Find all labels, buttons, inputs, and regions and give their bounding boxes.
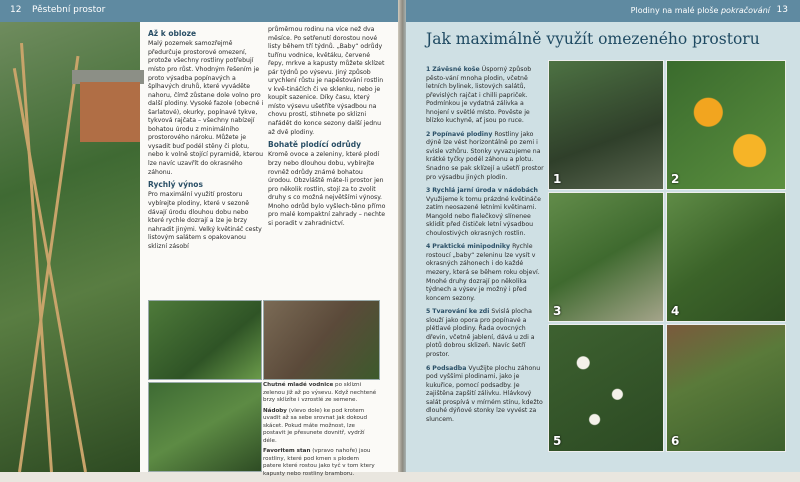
left-page xyxy=(0,0,400,478)
right-section-title: Plodiny na malé ploše pokračování xyxy=(630,6,770,15)
caption: Nádoby (vlevo dole) ke pod krotem uvadit až sa sebe srovnat jak dokoud skácet. Pokud máte možnost, lze postavit je přesunete dovnitř, vydrží déle. xyxy=(263,407,368,444)
garden-shed xyxy=(80,82,140,142)
subheading: Bohatě plodící odrůdy xyxy=(268,140,362,150)
photo-number: 2 xyxy=(671,172,680,186)
tip-item: 5 Tvarování ke zdi Svislá plocha slouží jako opora pro popínavé a plétlavé plodiny. Řada ovocných dřevin, včetně jablení, dává u zdi a plotů dobrou sklizeň. Navíc šetří prostor. xyxy=(426,308,535,358)
subheading: Až k obloze xyxy=(148,29,197,38)
photo-number: 3 xyxy=(553,304,562,318)
photo-number: 6 xyxy=(671,434,680,448)
left-text-column-2 xyxy=(268,26,386,231)
paragraph: Kromě ovoce a zeleniny, které plodí brzy nebo dlouhou dobu, vybírejte rovněž odrůdy známé bohatou úrodou. Obzvláště máte-li prostor jen pro několik rostlin, stojí za to zvolit druhy s co možná největšími výnosy. Mnoho odrůd bylo vyšlech-těno přímo pro malé kompaktní zahrady – nechte si poradit v zahradnictví. xyxy=(268,151,386,227)
harvest-turnip-photo xyxy=(263,300,380,380)
bamboo-pole xyxy=(13,68,87,472)
caption-bold: Chutné mladé vodnice xyxy=(263,382,334,388)
container-planting-photo xyxy=(148,300,262,380)
photo-number: 4 xyxy=(671,304,680,318)
photo-captions xyxy=(263,382,378,482)
page-title: Jak maximálně využít omezeného prostoru xyxy=(426,30,760,48)
paragraph: Pro maximální využití prostoru vybírejte plodiny, které v sezoně dávají úrodu dlouhou dobu nebo které rychle dozrají a lze je brzy nahradit jinými. Velký květináč cesty listovým salátem s opakovanou sklizní zásobí xyxy=(148,191,262,250)
tip-item: 4 Praktické minipodniky Rychle rostoucí „baby“ zeleninu lze vysít v okrasných záhonech i do každé mezery, která se během roku objeví. Mnohé druhy dozrají po několika týdnech a výsev je možný i před koncem sezony. xyxy=(426,243,540,302)
spring-container-photo xyxy=(548,192,664,322)
paragraph: průměrnou rodinu na více než dva měsíce. Po setřenutí dorostou nové listy během tří týdnů. „Baby“ odrůdy tuřínu vodnice, květáku, červené řepy, mrkve a kapusty můžete sklízet pár týdnů po výsevu. Jiný způsob urychlení růstu je napěstování rostlin v kvě-tináčích či ve sklenku, nebo je koupit sazenice. Díky času, který místo výsevu ušetříte výsadbou na chovu prostí, stihnete po sklizni nafádět do konce sezony další jednu až dvě plodiny. xyxy=(268,26,385,136)
paragraph: Malý pozemek samozřejmě předurčuje prostorové omezení, protože všechny rostliny potřebují místo pro růst. Vhodným řešením je proto výsadba popínavých a šplhavých druhů, které vyváděte nahoru, čímž zůstane dole volno pro další plodiny. Vysoké fazole (obecné i šarlatové), okurky, popínavé tykve, tykvová rajčata – všechny nabízejí bohatou úrodu z minimálního prostorového nároku. Můžete je vysadit buď podél stěny či plotu, nebo k volně stojící pyramidě, kterou lze navíc uzavřít do okrasného záhonu. xyxy=(148,40,264,176)
strawberry-pots-photo xyxy=(148,382,262,472)
caption: Chutné mladé vodnice po sklizni zelenou již až po výsevu. Když nechtené brzy sklízíte i vzrostlé ze semene. xyxy=(263,382,377,404)
left-section-title: Pěstební prostor xyxy=(32,5,106,15)
caption: Favoritem stan (vpravo nahoře) jsou rostliny, které pod kmen s plodem patere které rostou jako tyč v tom ktery kapusty nebo rostliny bramboru. xyxy=(263,448,375,478)
baby-vegetables-photo xyxy=(666,192,786,322)
photo-grid xyxy=(548,60,786,450)
photo-number: 1 xyxy=(553,172,562,186)
numbered-tips-column xyxy=(426,66,544,429)
hanging-basket-photo xyxy=(548,60,664,190)
left-page-header xyxy=(0,0,400,22)
bean-teepee-photo xyxy=(0,22,140,472)
tip-item: 1 Závěsné koše Úsporný způsob pěsto-vání mnoha plodin, včetně letních bylinek, listových salátů, převislých rajčat i chilli papriček. Podmínkou je vydatná zálivka a hnojení v světlé místo. Pověste je blízko kuchyně, ať jsou po ruce. xyxy=(426,66,532,125)
right-page-number: 13 xyxy=(776,5,788,15)
left-text-column-1 xyxy=(148,26,266,254)
tip-item: 2 Popínavé plodiny Rostliny jako dýně lze vést horizontálně po zemi i svisle vzhůru. Stonky vyvazujeme na krátké tyčky podél záhonu a plotu. Snadno se pak sklízejí a ušetří prostor pro výsadbu jiných plodin. xyxy=(426,130,544,181)
subheading: Rychlý výnos xyxy=(148,180,203,190)
wall-training-photo xyxy=(548,324,664,452)
caption-bold: Favoritem stan xyxy=(263,448,311,455)
photo-number: 5 xyxy=(553,434,562,448)
left-page-number: 12 xyxy=(10,5,22,15)
tip-item: 3 Rychlá jarní úroda v nádobách Využijeme k tomu prázdné květináče zatím neosazené letními květinami. Mangold nebo fialečkový slínenee sklidit před čističek letní výsadbou choulostivých okrasných rostlin. xyxy=(426,187,541,237)
undersowing-photo xyxy=(666,324,786,452)
caption-bold: Nádoby xyxy=(263,407,287,414)
right-page xyxy=(406,0,800,472)
right-page-header xyxy=(406,0,800,22)
squash-flower-photo xyxy=(666,60,786,190)
tip-item: 6 Podsadba Využijte plochu záhonu pod vyššími plodinami, jako je kukuřice, pomocí podsadby. Je zajištěna zapšití zálivku. Hlávkový salát prospívá v mírném stínu, kdežto dlouhé dýňové stonky lze vyvést za sluncem. xyxy=(426,364,543,423)
